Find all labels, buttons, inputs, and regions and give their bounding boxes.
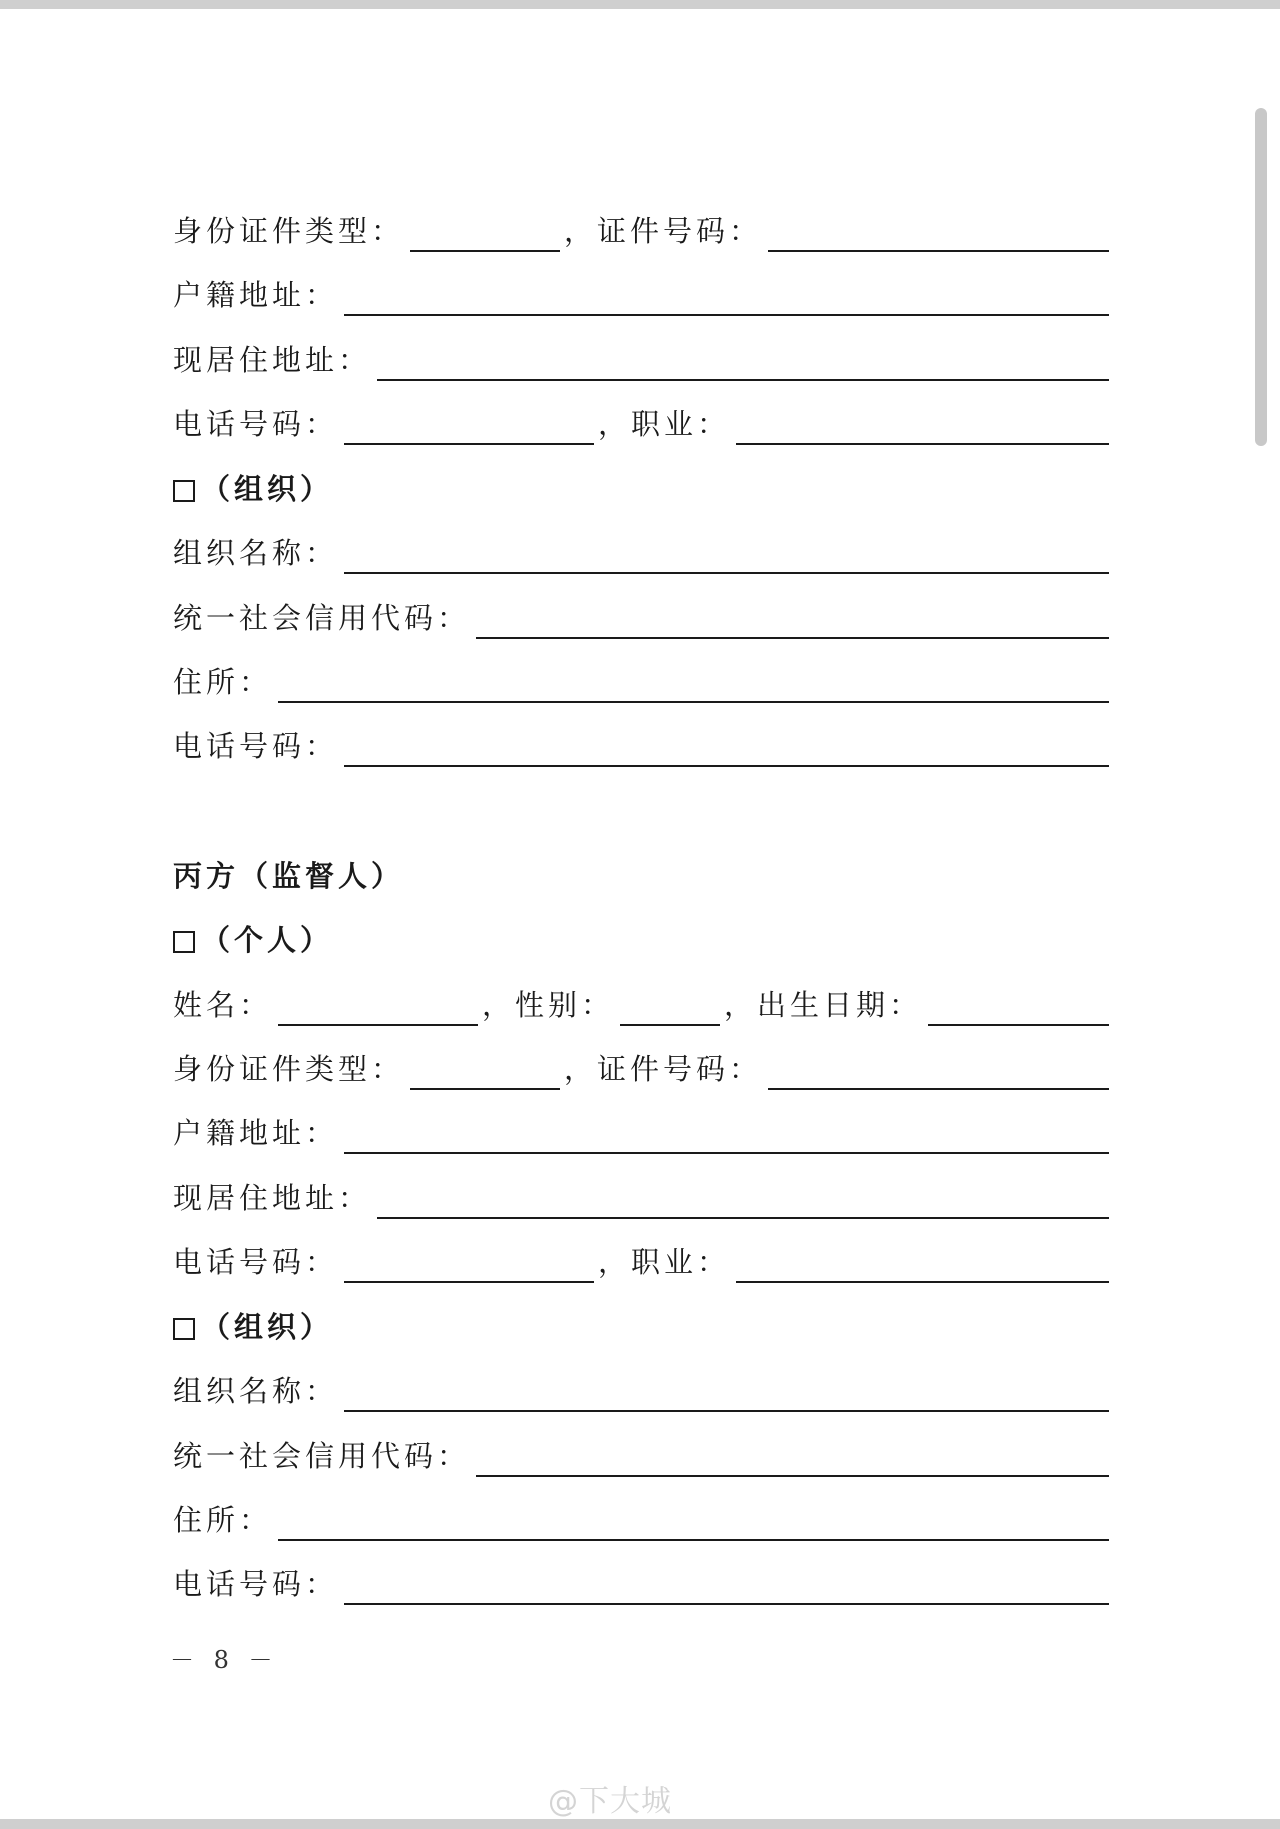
c-phone-label: 电话号码：	[173, 1245, 339, 1279]
org-phone-label: 电话号码：	[173, 729, 339, 763]
c-occupation-label: ，职业：	[598, 1245, 731, 1279]
c-domicile-row	[173, 1477, 1109, 1541]
c-org-heading: （组织）	[201, 1310, 334, 1344]
c-household-address-row	[173, 1090, 1109, 1154]
page-number: － 8 －	[170, 1646, 279, 1674]
scrollbar[interactable]	[1255, 108, 1267, 446]
domicile-row	[173, 639, 1109, 703]
current-address-row	[173, 317, 1109, 381]
gender-label: ，性别：	[482, 988, 615, 1022]
name-gender-birth-row	[173, 962, 1109, 1026]
c-current-address-row	[173, 1155, 1109, 1219]
bottom-border	[0, 1819, 1280, 1829]
c-org-name-field[interactable]	[344, 1410, 1109, 1412]
document-page	[173, 0, 1109, 1700]
household-address-field[interactable]	[344, 314, 1109, 316]
domicile-label: 住所：	[173, 665, 273, 699]
org-heading-row	[173, 446, 1109, 510]
c-id-type-row	[173, 1026, 1109, 1090]
name-label: 姓名：	[173, 988, 273, 1022]
watermark: @下大城	[548, 1784, 672, 1819]
c-org-heading-row	[173, 1284, 1109, 1348]
c-id-number-label: ，证件号码：	[564, 1052, 763, 1086]
c-phone-field[interactable]	[344, 1281, 594, 1283]
org-checkbox[interactable]	[173, 480, 195, 502]
party-c-individual-heading-row	[173, 897, 1109, 961]
id-type-label: 身份证件类型：	[173, 214, 405, 248]
individual-checkbox[interactable]	[173, 931, 195, 953]
id-type-row	[173, 188, 1109, 252]
party-c-title-row	[173, 833, 1109, 897]
c-org-phone-row	[173, 1541, 1109, 1605]
c-household-address-field[interactable]	[344, 1152, 1109, 1154]
c-org-phone-field[interactable]	[344, 1603, 1109, 1605]
org-name-field[interactable]	[344, 572, 1109, 574]
org-phone-row	[173, 703, 1109, 767]
org-heading: （组织）	[201, 472, 334, 506]
c-org-name-row	[173, 1348, 1109, 1412]
c-current-address-label: 现居住地址：	[173, 1181, 372, 1215]
phone-occupation-row	[173, 381, 1109, 445]
occupation-label: ，职业：	[598, 407, 731, 441]
c-household-address-label: 户籍地址：	[173, 1116, 339, 1150]
phone-label: 电话号码：	[173, 407, 339, 441]
phone-field[interactable]	[344, 443, 594, 445]
birth-label: ，出生日期：	[724, 988, 923, 1022]
org-name-row	[173, 510, 1109, 574]
c-credit-code-row	[173, 1413, 1109, 1477]
id-number-label: ，证件号码：	[564, 214, 763, 248]
org-name-label: 组织名称：	[173, 536, 339, 570]
occupation-field[interactable]	[736, 443, 1109, 445]
household-address-row	[173, 252, 1109, 316]
c-id-type-label: 身份证件类型：	[173, 1052, 405, 1086]
c-occupation-field[interactable]	[736, 1281, 1109, 1283]
c-credit-code-label: 统一社会信用代码：	[173, 1439, 471, 1473]
c-org-checkbox[interactable]	[173, 1318, 195, 1340]
c-org-phone-label: 电话号码：	[173, 1567, 339, 1601]
c-org-name-label: 组织名称：	[173, 1374, 339, 1408]
credit-code-row	[173, 575, 1109, 639]
individual-heading: （个人）	[201, 923, 334, 957]
household-address-label: 户籍地址：	[173, 278, 339, 312]
c-phone-occupation-row	[173, 1219, 1109, 1283]
credit-code-label: 统一社会信用代码：	[173, 601, 471, 635]
party-c-title: 丙方（监督人）	[173, 859, 405, 893]
org-phone-field[interactable]	[344, 765, 1109, 767]
c-domicile-label: 住所：	[173, 1503, 273, 1537]
current-address-label: 现居住地址：	[173, 343, 372, 377]
